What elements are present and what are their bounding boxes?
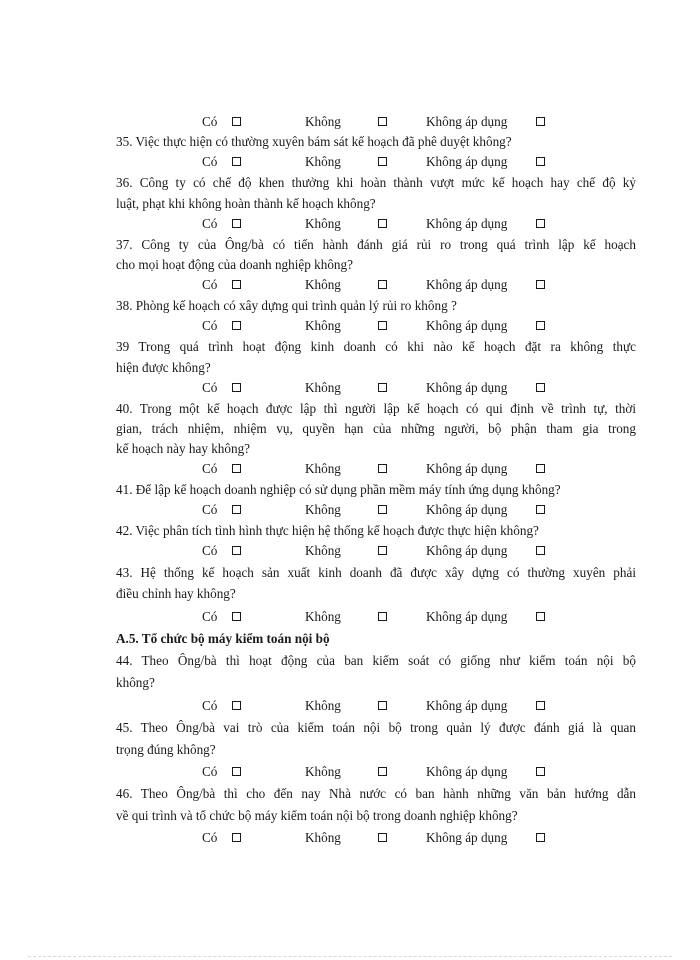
checkbox-yes[interactable] — [232, 321, 241, 330]
option-na-label: Không áp dụng — [426, 764, 508, 779]
option-yes-label: Có — [202, 609, 218, 624]
option-yes-label: Có — [202, 154, 218, 169]
checkbox-na[interactable] — [536, 833, 545, 842]
question-45-line-2: trọng đúng không? — [116, 742, 216, 757]
checkbox-na[interactable] — [536, 383, 545, 392]
option-yes-label: Có — [202, 830, 218, 845]
option-yes-label: Có — [202, 461, 218, 476]
option-yes-label: Có — [202, 318, 218, 333]
answer-row-q39 — [0, 378, 700, 398]
checkbox-na[interactable] — [536, 464, 545, 473]
option-yes-label: Có — [202, 502, 218, 517]
question-37-line-1: 37. Công ty của Ông/bà có tiến hành đánh giá rủi ro trong quá trình lập kế hoạch — [116, 237, 636, 252]
checkbox-yes[interactable] — [232, 701, 241, 710]
answer-row-q43 — [0, 607, 700, 627]
checkbox-yes[interactable] — [232, 157, 241, 166]
checkbox-yes[interactable] — [232, 505, 241, 514]
checkbox-na[interactable] — [536, 280, 545, 289]
option-no-label: Không — [305, 380, 341, 395]
option-na-label: Không áp dụng — [426, 114, 508, 129]
checkbox-yes[interactable] — [232, 546, 241, 555]
checkbox-no[interactable] — [378, 546, 387, 555]
question-46-line-1: 46. Theo Ông/bà thì cho đến nay Nhà nước có ban hành những văn bản hướng dẫn — [116, 786, 636, 801]
question-40-line-1: 40. Trong một kế hoạch được lập thì người lập kế hoạch có qui định về trình tự, thời — [116, 401, 636, 416]
option-na-label: Không áp dụng — [426, 380, 508, 395]
option-yes-label: Có — [202, 698, 218, 713]
option-no-label: Không — [305, 764, 341, 779]
option-na-label: Không áp dụng — [426, 216, 508, 231]
option-no-label: Không — [305, 216, 341, 231]
question-39-line-1: 39 Trong quá trình hoạt động kinh doanh có khi nào kế hoạch đặt ra không thực — [116, 339, 636, 354]
question-40-line-2: gian, trách nhiệm, nhiệm vụ, quyền hạn của những người, bộ phận tham gia trong — [116, 421, 636, 436]
question-45-line-1: 45. Theo Ông/bà vai trò của kiểm toán nội bộ trong quản lý được đánh giá là quan — [116, 720, 636, 735]
checkbox-no[interactable] — [378, 701, 387, 710]
checkbox-na[interactable] — [536, 546, 545, 555]
checkbox-na[interactable] — [536, 612, 545, 621]
checkbox-yes[interactable] — [232, 117, 241, 126]
answer-row-q40 — [0, 459, 700, 479]
checkbox-na[interactable] — [536, 505, 545, 514]
option-no-label: Không — [305, 277, 341, 292]
option-no-label: Không — [305, 154, 341, 169]
section-heading-a5: A.5. Tổ chức bộ máy kiểm toán nội bộ — [116, 631, 330, 646]
option-yes-label: Có — [202, 543, 218, 558]
checkbox-yes[interactable] — [232, 767, 241, 776]
option-no-label: Không — [305, 698, 341, 713]
option-na-label: Không áp dụng — [426, 277, 508, 292]
checkbox-no[interactable] — [378, 157, 387, 166]
question-42: 42. Việc phân tích tình hình thực hiện hệ thống kế hoạch được thực hiện không? — [116, 523, 539, 538]
option-no-label: Không — [305, 318, 341, 333]
option-na-label: Không áp dụng — [426, 543, 508, 558]
checkbox-no[interactable] — [378, 280, 387, 289]
option-na-label: Không áp dụng — [426, 609, 508, 624]
option-na-label: Không áp dụng — [426, 698, 508, 713]
checkbox-yes[interactable] — [232, 280, 241, 289]
option-na-label: Không áp dụng — [426, 502, 508, 517]
checkbox-no[interactable] — [378, 383, 387, 392]
answer-row-q44 — [0, 696, 700, 716]
question-35: 35. Việc thực hiện có thường xuyên bám sát kế hoạch đã phê duyệt không? — [116, 134, 512, 149]
question-39-line-2: hiện được không? — [116, 360, 211, 375]
answer-row-q34 — [0, 112, 700, 132]
checkbox-no[interactable] — [378, 767, 387, 776]
question-44-line-1: 44. Theo Ông/bà thì hoạt động của ban kiểm soát có giống như kiểm toán nội bộ — [116, 653, 636, 668]
option-yes-label: Có — [202, 764, 218, 779]
question-46-line-2: về qui trình và tổ chức bộ máy kiểm toán nội bộ trong doanh nghiệp không? — [116, 808, 518, 823]
answer-row-q45 — [0, 762, 700, 782]
checkbox-yes[interactable] — [232, 612, 241, 621]
answer-row-q36 — [0, 214, 700, 234]
question-37-line-2: cho mọi hoạt động của doanh nghiệp không? — [116, 257, 353, 272]
question-36-line-1: 36. Công ty có chế độ khen thưởng khi hoàn thành vượt mức kế hoạch hay chế độ kỷ — [116, 175, 636, 190]
checkbox-no[interactable] — [378, 505, 387, 514]
option-na-label: Không áp dụng — [426, 154, 508, 169]
option-no-label: Không — [305, 502, 341, 517]
answer-row-q38 — [0, 316, 700, 336]
option-yes-label: Có — [202, 114, 218, 129]
option-no-label: Không — [305, 461, 341, 476]
question-36-line-2: luật, phạt khi không hoàn thành kế hoạch không? — [116, 196, 376, 211]
checkbox-na[interactable] — [536, 767, 545, 776]
option-no-label: Không — [305, 830, 341, 845]
question-38: 38. Phòng kế hoạch có xây dựng qui trình quản lý rủi ro không ? — [116, 298, 457, 313]
checkbox-no[interactable] — [378, 219, 387, 228]
answer-row-q46 — [0, 828, 700, 848]
question-43-line-2: điều chỉnh hay không? — [116, 586, 236, 601]
checkbox-yes[interactable] — [232, 833, 241, 842]
checkbox-na[interactable] — [536, 117, 545, 126]
answer-row-q35 — [0, 152, 700, 172]
checkbox-no[interactable] — [378, 117, 387, 126]
checkbox-no[interactable] — [378, 464, 387, 473]
option-na-label: Không áp dụng — [426, 830, 508, 845]
answer-row-q41 — [0, 500, 700, 520]
checkbox-no[interactable] — [378, 833, 387, 842]
option-yes-label: Có — [202, 216, 218, 231]
checkbox-no[interactable] — [378, 612, 387, 621]
question-44-line-2: không? — [116, 675, 155, 690]
question-43-line-1: 43. Hệ thống kế hoạch sản xuất kinh doanh đã được xây dựng có thường xuyên phải — [116, 565, 636, 580]
option-na-label: Không áp dụng — [426, 461, 508, 476]
checkbox-yes[interactable] — [232, 464, 241, 473]
question-40-line-3: kế hoạch này hay không? — [116, 441, 251, 456]
page-bottom-divider — [28, 956, 672, 957]
question-41: 41. Để lập kế hoạch doanh nghiệp có sử dụng phần mềm máy tính ứng dụng không? — [116, 482, 561, 497]
option-na-label: Không áp dụng — [426, 318, 508, 333]
option-yes-label: Có — [202, 380, 218, 395]
checkbox-na[interactable] — [536, 321, 545, 330]
checkbox-na[interactable] — [536, 219, 545, 228]
checkbox-na[interactable] — [536, 701, 545, 710]
checkbox-yes[interactable] — [232, 383, 241, 392]
option-yes-label: Có — [202, 277, 218, 292]
checkbox-na[interactable] — [536, 157, 545, 166]
checkbox-no[interactable] — [378, 321, 387, 330]
answer-row-q42 — [0, 541, 700, 561]
option-no-label: Không — [305, 114, 341, 129]
answer-row-q37 — [0, 275, 700, 295]
option-no-label: Không — [305, 543, 341, 558]
option-no-label: Không — [305, 609, 341, 624]
checkbox-yes[interactable] — [232, 219, 241, 228]
